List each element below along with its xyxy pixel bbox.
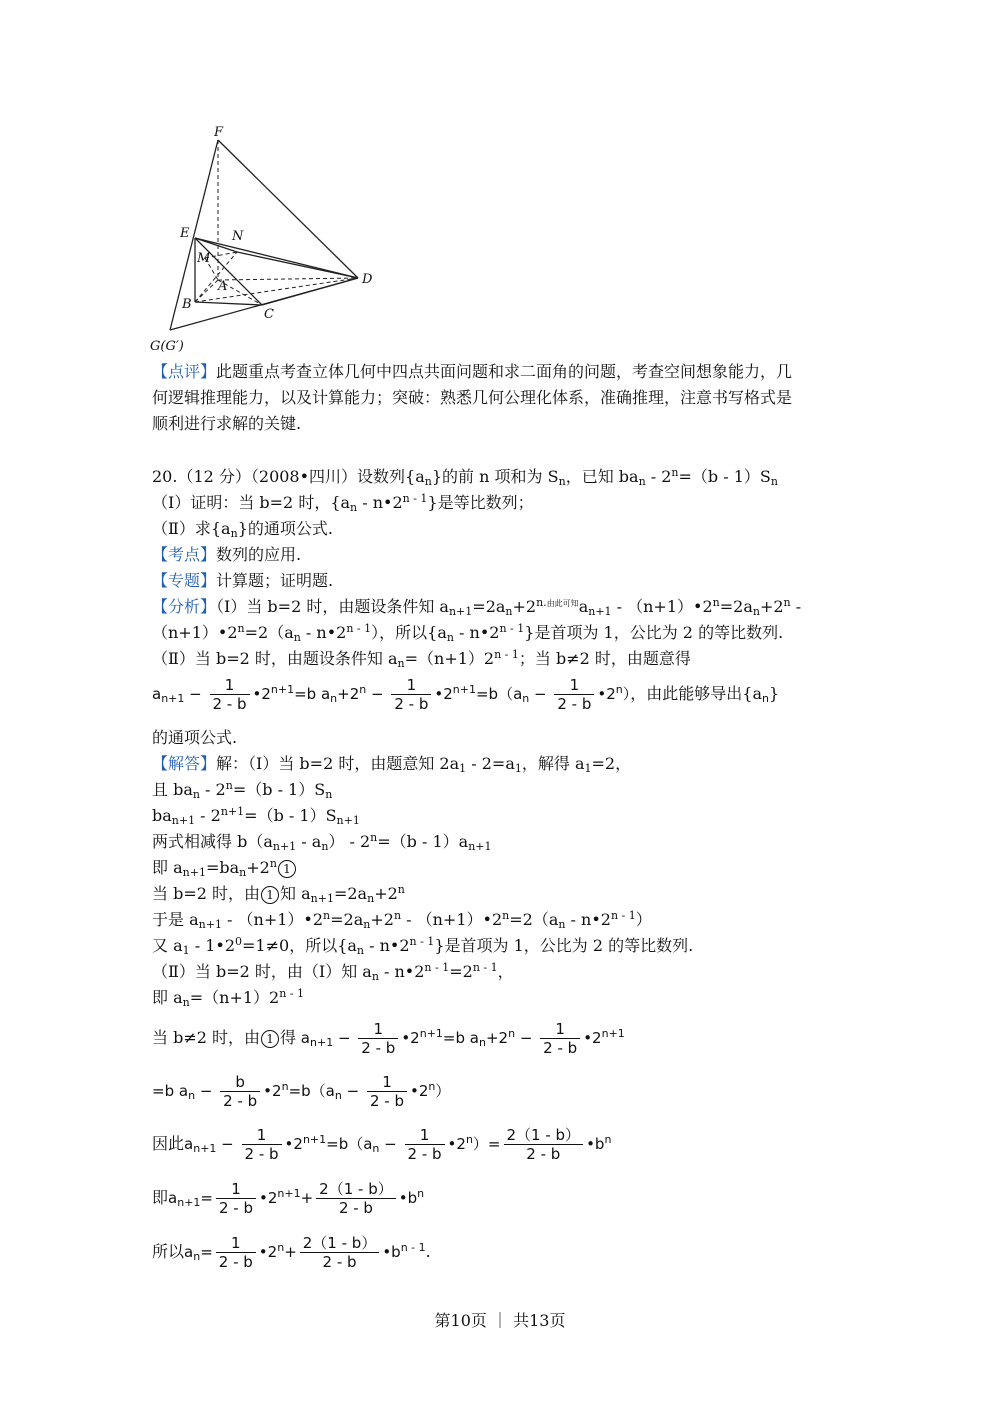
solution-line-8: 又 $a_1$ - $1•2^0=1\ne 0$，所以{$a_n$ - n•2$^{n - 1}$}是首项为 1，公比为 2 的等比数列. [152, 935, 694, 957]
solution-line-2: 且 $ba_n - 2^n=(b - 1)S_n$ [152, 779, 333, 801]
question-20-part-1: （Ⅰ）证明：当 b=2 时，{$a_n$ - n•2$^{n - 1}$}是等比数列； [152, 492, 534, 514]
label-E: E [180, 226, 190, 241]
solution-line-14: 即$a_{n+1}=$ $\frac{1}{2 - b}$ $•2^{n+1}+$ $\frac{2(1 - b)}{2 - b}$ $•b^n$ [152, 1180, 425, 1217]
comment-line-2 [152, 386, 792, 410]
analysis-line-1: 【分析】（Ⅰ）当 b=2 时，由题设条件知 $a_{n+1}=2a_n+2^{n.由此可知}a_{n+1}$ - $(n+1)•2^n=2a_n+2^n$ - [152, 596, 802, 618]
solution-line-3: $ba_{n+1} - 2^{n+1}=(b - 1)S_{n+1}$ [152, 805, 360, 827]
label-M: M [197, 251, 211, 266]
label-F: F [214, 125, 224, 140]
solution-line-15: 所以$a_n=$ $\frac{1}{2 - b}$ $•2^n+$ $\frac{2(1 - b)}{2 - b}$ $•b^{n - 1}$. [152, 1234, 431, 1271]
circled-number-1: 1 [278, 860, 296, 878]
analysis-line-3: （Ⅱ）当 b=2 时，由题设条件知 $a_n=(n+1)2^{n - 1}$；当 b≠2 时，由题意得 [152, 648, 691, 670]
analysis-line-2: $(n+1)•2^n=2(a_n$ - n•2$^{n - 1}$），所以{$a_n$ - n•2$^{n - 1}$}是首项为 1，公比为 2 的等比数列. [152, 622, 784, 644]
analysis-line-5: 的通项公式. [152, 728, 238, 747]
solution-line-7: 于是 $a_{n+1}$ - $(n+1)•2^n=2a_n+2^n$ - $(n+1)•2^n=2(a_n$ - n•2$^{n - 1}$） [152, 909, 652, 931]
solution-line-13: 因此$a_{n+1}$ − $\frac{1}{2 - b}$ $•2^{n+1}=b(a_n$ − $\frac{1}{2 - b}$ $•2^n)=$ $\frac{2(1 - b)}{2 - b}$ $•b^n$ [152, 1126, 612, 1163]
comment-tag: 【点评】 [152, 362, 217, 381]
solution-line-9: （Ⅱ）当 b=2 时，由（Ⅰ）知 $a_n$ - $n•2^{n - 1}=2^{n - 1}$， [152, 961, 514, 983]
zhuanti-line: 【专题】计算题；证明题. [152, 571, 334, 590]
solution-line-6: 当 b=2 时，由 1 知 $a_{n+1}=2a_n+2^n$ [152, 883, 405, 905]
solution-line-10: 即 $a_n=(n+1)2^{n - 1}$ [152, 987, 305, 1009]
solution-line-12: =b $a_n$ − $\frac{b}{2 - b}$ $•2^n=b(a_n$ − $\frac{1}{2 - b}$ •2$^n$） [152, 1073, 451, 1110]
label-G: G(G′) [150, 339, 184, 354]
solution-line-1: 【解答】解：（Ⅰ）当 b=2 时，由题意知 $2a_1 - 2=a_1$，解得 $a_1=2$， [152, 754, 632, 775]
comment-line-3 [152, 412, 301, 436]
comment-text-1: 此题重点考查立体几何中四点共面问题和求二面角的问题，考查空间想象能力，几 [216, 362, 793, 381]
question-20-part-2: （Ⅱ）求$\{a_n\}$的通项公式. [152, 519, 333, 540]
solution-line-5: 即 $a_{n+1}=ba_n+2^n$ 1 [152, 856, 297, 880]
question-20-header: 20.（12 分）（2008•四川）设数列$\{a_n\}$的前 n 项和为 $S_n$，已知 $ba_n - 2^n=(b - 1)S_n$ [152, 466, 778, 488]
comment-text-2: 何逻辑推理能力，以及计算能力；突破：熟悉几何公理化体系，准确推理，注意书写格式是 [152, 388, 793, 407]
label-N: N [232, 229, 244, 244]
comment-line-1 [152, 360, 792, 384]
analysis-formula: $a_{n+1}$ − $\frac{1}{2 - b}$ $•2^{n+1}=b$ $a_n+2^n$ − $\frac{1}{2 - b}$ $•2^{n+1}=b(a_n$ − $\frac{1}{2 - b}$ •2$^n$），由此能够导出$\{a_n\}$ [152, 676, 780, 713]
kaodian-line: 【考点】数列的应用. [152, 545, 302, 564]
comment-text-3: 顺利进行求解的关键. [152, 414, 302, 433]
solution-line-11: 当 b≠2 时，由 1 得 $a_{n+1}$ − $\frac{1}{2 - b}$ $•2^{n+1}=b$ $a_n+2^n$ − $\frac{1}{2 - b}$ $•2^{n+1}$ [152, 1020, 625, 1057]
label-D: D [362, 272, 373, 287]
label-C: C [264, 307, 274, 322]
solution-line-4: 两式相减得 $b(a_{n+1} - a_n) - 2^n=(b - 1)a_{n+1}$ [152, 831, 492, 853]
geometry-figure [148, 120, 388, 360]
page-footer: 第10页 ｜ 共13页 [434, 1311, 566, 1330]
label-A: A [218, 279, 228, 294]
label-B: B [182, 297, 192, 312]
